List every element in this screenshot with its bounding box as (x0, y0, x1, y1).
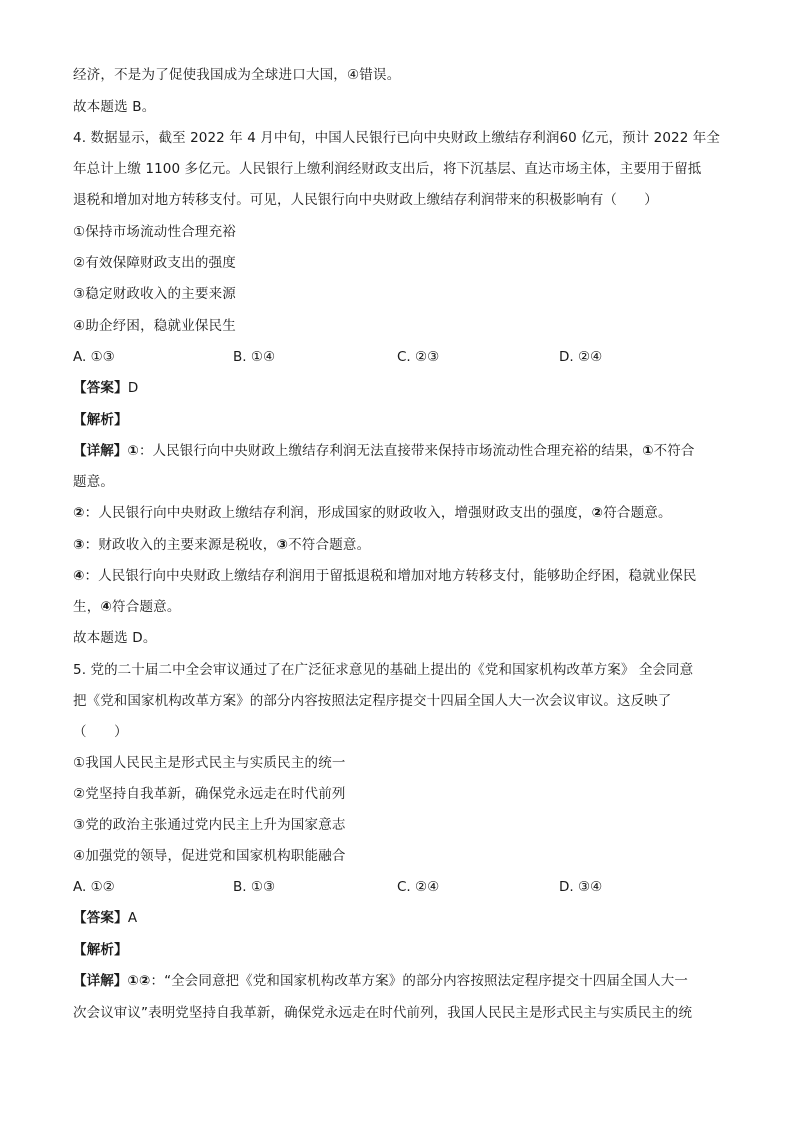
question-5-stem: 5. 党的二十届二中全会审议通过了在广泛征求意见的基础上提出的《党和国家机构改革方案》 全会同意 (73, 662, 694, 678)
option-b: B. ①③ (233, 879, 276, 895)
answer-tag: 【答案】 (73, 910, 128, 926)
statement-number: ① (127, 443, 139, 459)
explanation-text: 符合题意。 (603, 505, 672, 521)
explanation-line: 题意。 (73, 474, 115, 490)
question-5-stem: 把《党和国家机构改革方案》的部分内容按照法定程序提交十四届全国人大一次会议审议。这反映了 (73, 693, 672, 709)
option-b: B. ①④ (233, 349, 276, 365)
statement-number: ④ (100, 599, 113, 615)
explanation-text: 符合题意。 (112, 599, 181, 615)
statement-number: ① (642, 443, 654, 459)
answer-tag: 【答案】 (73, 380, 128, 396)
question-4-stem: 年总计上缴 1100 多亿元。人民银行上缴利润经财政支出后，将下沉基层、直达市场主体，主要用于留抵 (73, 161, 702, 177)
explanation-text: ：人民银行向中央财政上缴结存利润，形成国家的财政收入，增强财政支出的强度， (84, 505, 592, 521)
statement-number: ③ (73, 537, 85, 553)
option-d: D. ②④ (559, 349, 603, 365)
statement-item: ②有效保障财政支出的强度 (73, 255, 237, 271)
answer-line (73, 378, 733, 398)
question-4-stem: 4. 数据显示，截至 2022 年 4 月中旬，中国人民银行已向中央财政上缴结存利润60 亿元，预计 2022 年全 (73, 130, 720, 146)
question-4-stem: 退税和增加对地方转移支付。可见，人民银行向中央财政上缴结存利润带来的积极影响有（ ） (73, 192, 658, 208)
statement-number: ①② (127, 973, 151, 989)
statement-item: ①保持市场流动性合理充裕 (73, 224, 237, 240)
question-5-options (73, 877, 733, 897)
explanation-line: 次会议审议”表明党坚持自我革新，确保党永远走在时代前列，我国人民民主是形式民主与实质民主的统 (73, 1005, 693, 1021)
answer-value: D (127, 380, 139, 396)
detail-tag: 【详解】 (73, 973, 128, 989)
explanation-line (73, 441, 733, 461)
explanation-line (73, 597, 733, 617)
explanation-text: ：人民银行向中央财政上缴结存利润用于留抵退税和增加对地方转移支付，能够助企纾困，稳就业保民 (84, 568, 697, 584)
explanation-text: ：人民银行向中央财政上缴结存利润无法直接带来保持市场流动性合理充裕的结果， (138, 443, 643, 459)
option-a: A. ①③ (73, 349, 115, 365)
statement-item: ③党的政治主张通过党内民主上升为国家意志 (73, 817, 346, 833)
explanation-text: 生， (73, 599, 101, 615)
statement-number: ③ (276, 537, 289, 553)
answer-value: A (127, 910, 138, 926)
option-c: C. ②④ (397, 879, 440, 895)
analysis-heading: 【解析】 (73, 942, 128, 958)
explanation-line (73, 971, 733, 991)
explanation-line (73, 503, 733, 523)
text-line: 故本题选 B。 (73, 99, 156, 115)
explanation-text: 不符合 (653, 443, 695, 459)
statement-item: ③稳定财政收入的主要来源 (73, 286, 237, 302)
statement-item: ①我国人民民主是形式民主与实质民主的统一 (73, 755, 346, 771)
text-line: 故本题选 D。 (73, 630, 157, 646)
statement-item: ②党坚持自我革新，确保党永远走在时代前列 (73, 786, 346, 802)
option-d: D. ③④ (559, 879, 603, 895)
analysis-heading: 【解析】 (73, 412, 128, 428)
explanation-line (73, 566, 733, 586)
answer-line (73, 908, 733, 928)
explanation-line (73, 535, 733, 555)
question-5-stem: （ ） (73, 724, 128, 740)
explanation-text: ：“全会同意把《党和国家机构改革方案》的部分内容按照法定程序提交十四届全国人大一 (150, 973, 688, 989)
statement-item: ④加强党的领导，促进党和国家机构职能融合 (73, 848, 346, 864)
statement-item: ④助企纾困，稳就业保民生 (73, 318, 237, 334)
statement-number: ② (591, 505, 604, 521)
detail-tag: 【详解】 (73, 443, 128, 459)
option-c: C. ②③ (397, 349, 440, 365)
option-a: A. ①② (73, 879, 115, 895)
explanation-text: 不符合题意。 (288, 537, 371, 553)
explanation-text: ：财政收入的主要来源是税收， (84, 537, 277, 553)
question-4-options (73, 347, 733, 367)
statement-number: ② (73, 505, 85, 521)
text-line: 经济，不是为了促使我国成为全球进口大国，④错误。 (73, 67, 401, 83)
statement-number: ④ (73, 568, 85, 584)
